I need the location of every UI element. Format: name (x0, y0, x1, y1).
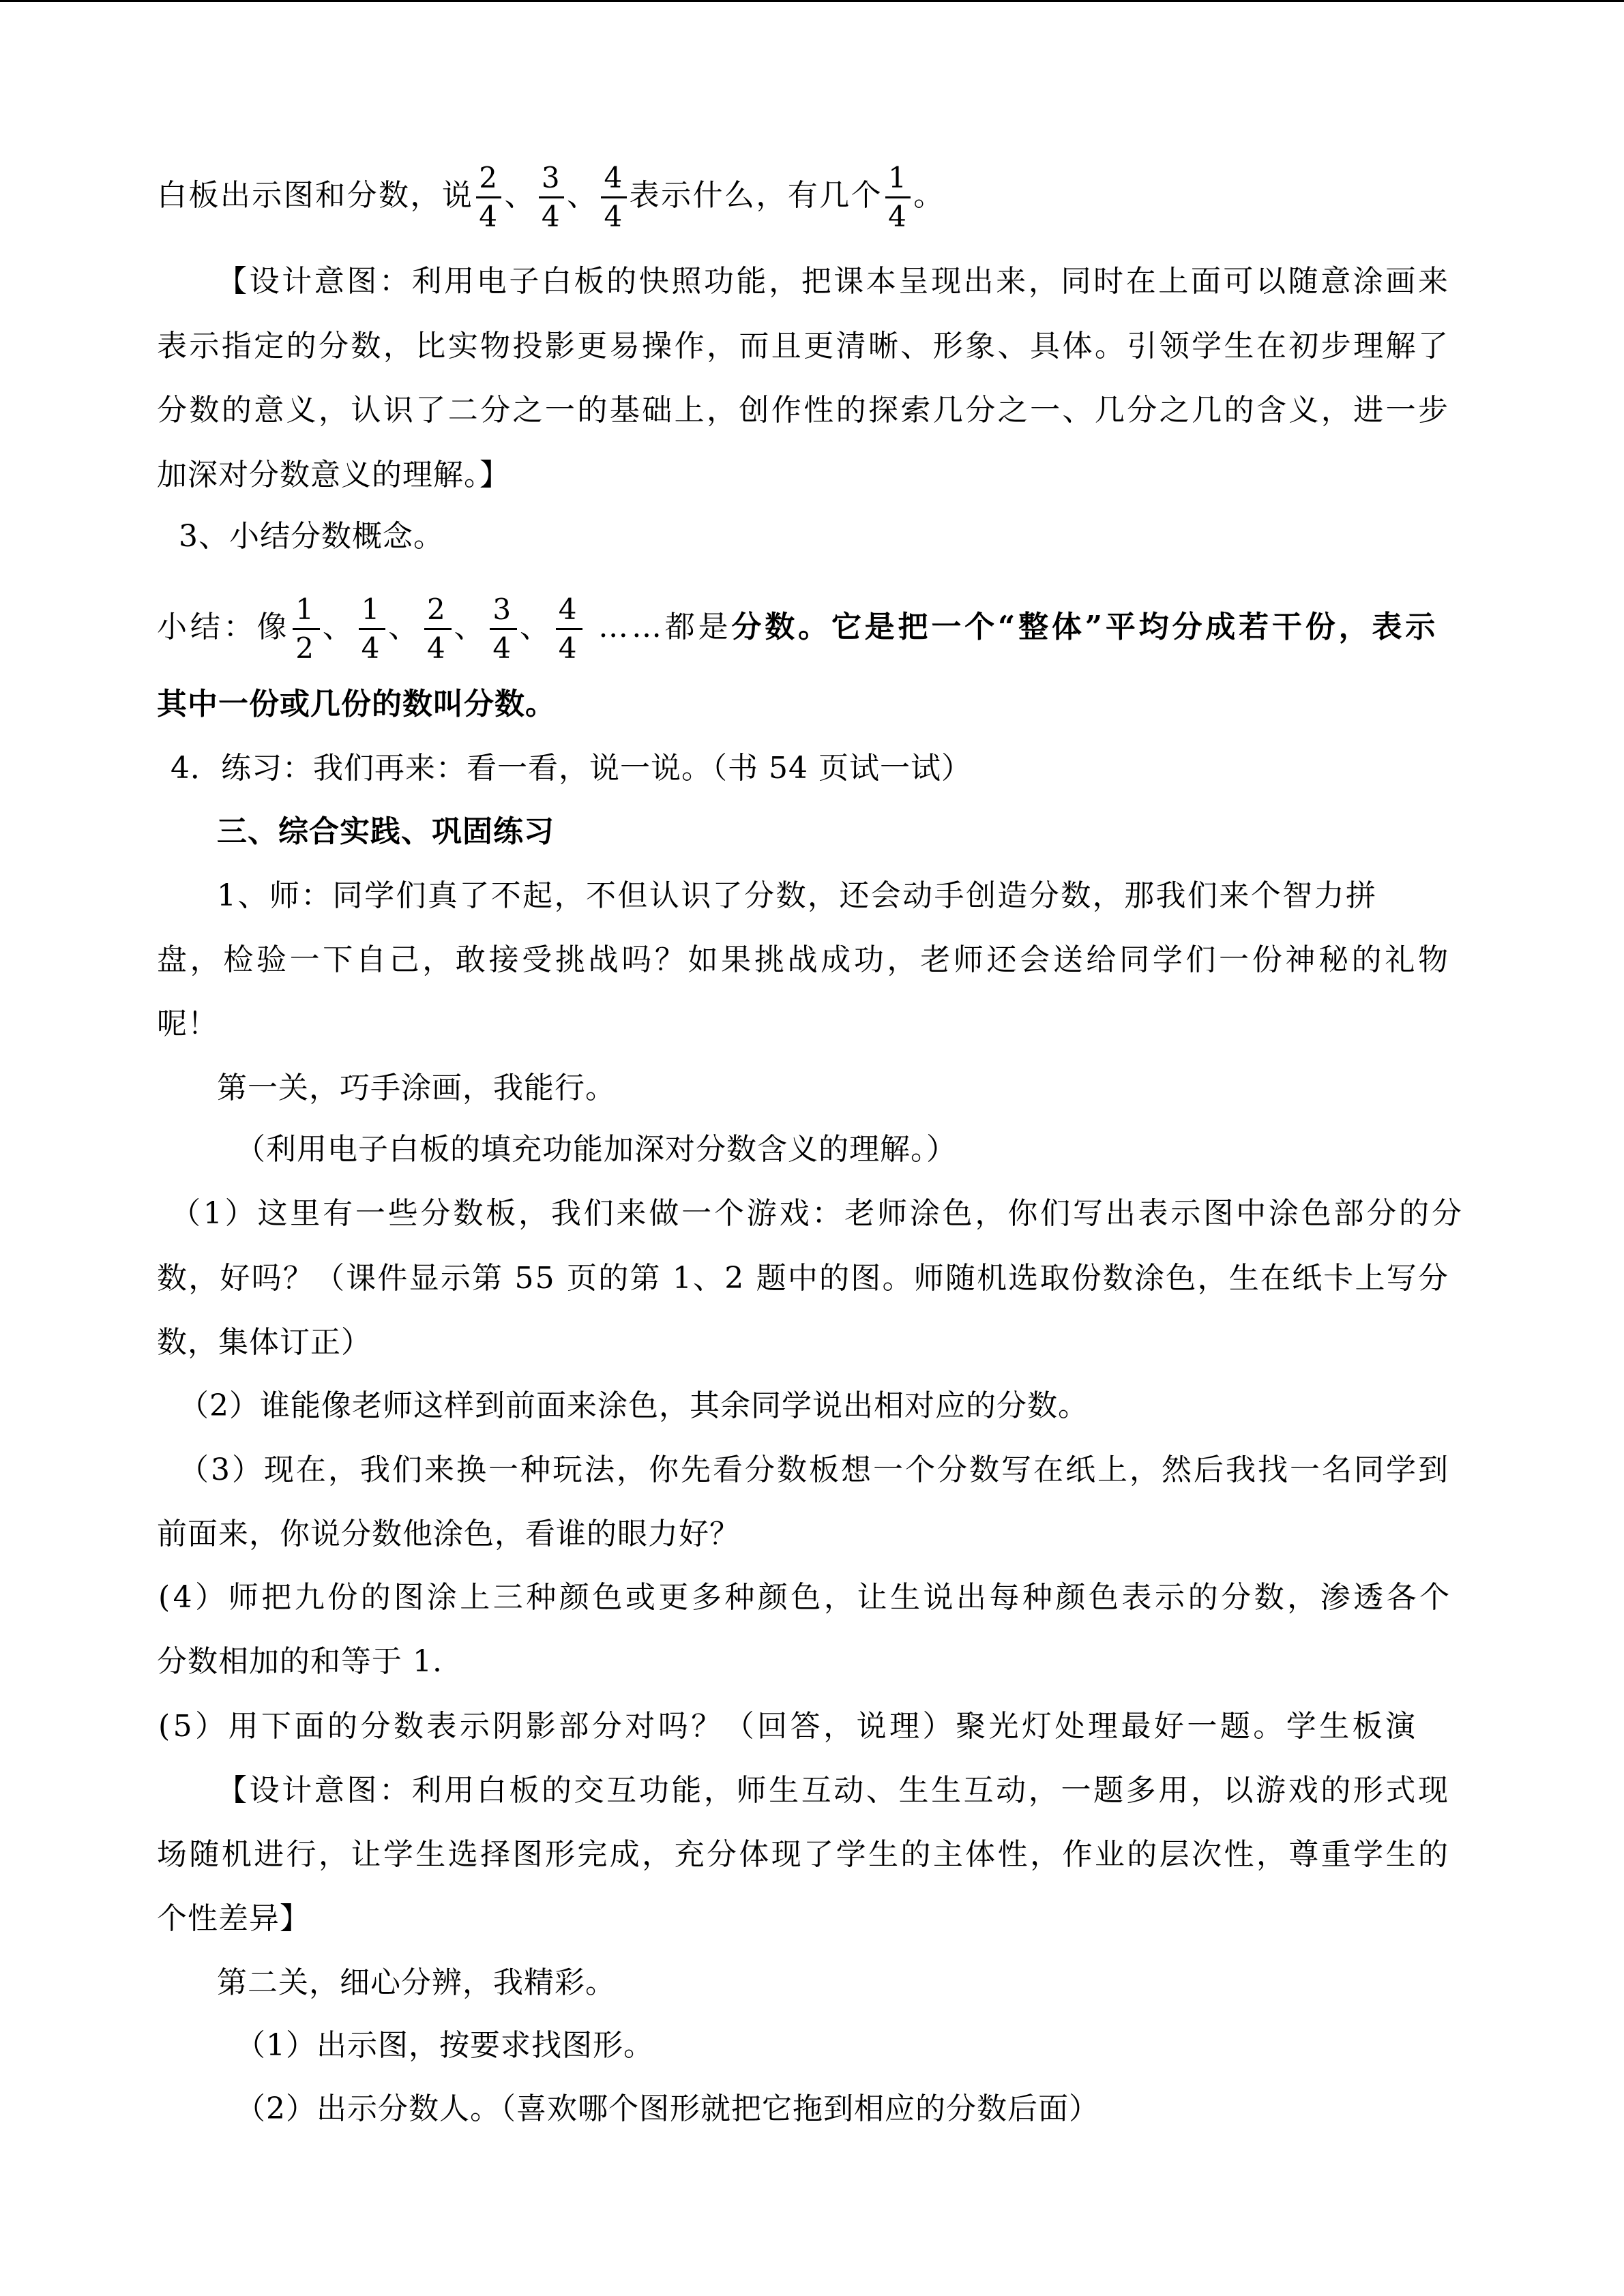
text-line-20 (179, 1450, 1450, 1491)
text-line-16 (171, 1193, 1464, 1234)
fraction (476, 161, 501, 233)
text-line-15 (235, 1129, 957, 1170)
text-run: 、 (519, 610, 553, 644)
numerator: 1 (359, 595, 386, 630)
numerator: 3 (539, 164, 564, 198)
bold-text: 其中一份或几份的数叫分数。 (157, 687, 556, 721)
denominator: 4 (604, 200, 624, 233)
denominator: 4 (479, 200, 499, 233)
fraction (490, 595, 517, 663)
denominator: 4 (558, 631, 580, 665)
text-line-3 (157, 326, 1450, 367)
text-run: 场随机进行，让学生选择图形完成，充分体现了学生的主体性，作业的层次性，尊重学生的 (157, 1837, 1451, 1872)
text-run: 【设计意图：利用白板的交互功能，师生互动、生生互动，一题多用，以游戏的形式现 (217, 1773, 1451, 1808)
text-run: 、 (454, 610, 488, 644)
bold-text: 三、综合实践、巩固练习 (217, 814, 555, 849)
text-run: 前面来，你说分数他涂色，看谁的眼力好？ (157, 1517, 740, 1551)
text-line-28 (217, 1963, 616, 2003)
numerator: 1 (293, 595, 320, 630)
denominator: 2 (295, 631, 317, 665)
text-run: （2）出示分数人。（喜欢哪个图形就把它拖到相应的分数后面） (235, 2091, 1099, 2126)
text-run: 4．练习：我们再来：看一看，说一说。（书 54 页试一试） (171, 751, 972, 786)
text-run: ……都是 (585, 610, 732, 644)
text-line-13 (157, 1004, 218, 1045)
denominator: 4 (888, 200, 909, 233)
fraction (293, 595, 320, 663)
text-run: 3、小结分数概念。 (179, 519, 444, 554)
text-run: (4）师把九份的图涂上三种颜色或更多种颜色，让生说出每种颜色表示的分数，渗透各个 (158, 1580, 1453, 1615)
text-line-6 (179, 516, 444, 557)
text-line-4 (157, 390, 1450, 431)
text-line-29 (235, 2025, 654, 2066)
text-line-5 (157, 455, 510, 496)
text-run: 个性差异】 (157, 1901, 310, 1936)
text-run: 表示什么，有几个 (629, 178, 883, 213)
text-line-24 (158, 1706, 1419, 1747)
text-line-22 (158, 1577, 1453, 1618)
text-line-19 (179, 1386, 1089, 1427)
text-line-8 (157, 684, 556, 725)
text-line-30 (235, 2089, 1099, 2130)
text-run: 、 (388, 610, 422, 644)
fraction (424, 595, 452, 663)
text-run: 、 (322, 610, 356, 644)
denominator: 4 (361, 631, 383, 665)
numerator: 1 (885, 164, 911, 198)
text-run: 。 (913, 178, 945, 213)
text-run: 呢！ (157, 1007, 218, 1041)
text-line-11 (217, 876, 1377, 916)
text-run: （2）谁能像老师这样到前面来涂色，其余同学说出相对应的分数。 (179, 1388, 1089, 1423)
fraction (885, 161, 911, 233)
text-line-26 (157, 1834, 1450, 1875)
text-line-14 (217, 1068, 616, 1109)
text-run: 第一关，巧手涂画，我能行。 (217, 1071, 616, 1105)
denominator: 4 (492, 631, 514, 665)
text-run: 分数相加的和等于 1. (157, 1644, 443, 1679)
text-line-23 (157, 1641, 443, 1682)
numerator: 3 (490, 595, 517, 630)
text-run: 数，好吗？（课件显示第 55 页的第 1、2 题中的图。师随机选取份数涂色，生在纸卡上写分 (157, 1261, 1450, 1296)
text-run: （1）出示图，按要求找图形。 (235, 2028, 654, 2063)
text-run: 白板出示图和分数，说 (157, 178, 474, 213)
text-run: （1）这里有一些分数板，我们来做一个游戏：老师涂色，你们写出表示图中涂色部分的分 (171, 1196, 1464, 1231)
text-run: 表示指定的分数，比实物投影更易操作，而且更清晰、形象、具体。引领学生在初步理解了 (157, 329, 1451, 363)
text-line-18 (157, 1322, 372, 1363)
text-run: 盘，检验一下自己，敢接受挑战吗？如果挑战成功，老师还会送给同学们一份神秘的礼物 (157, 942, 1451, 977)
text-line-1 (157, 161, 945, 233)
denominator: 4 (541, 200, 562, 233)
text-line-2 (217, 261, 1451, 302)
text-run: (5）用下面的分数表示阴影部分对吗？（回答，说理）聚光灯处理最好一题。学生板演 (158, 1709, 1419, 1744)
denominator: 4 (427, 631, 449, 665)
numerator: 2 (424, 595, 452, 630)
text-line-7 (157, 595, 1438, 663)
page-top-rule (0, 0, 1624, 2)
text-run: （利用电子白板的填充功能加深对分数含义的理解。） (235, 1132, 957, 1167)
bold-text: 分数。它是把一个“整体”平均分成若干份，表示 (731, 610, 1439, 644)
fraction (539, 161, 564, 233)
numerator: 2 (476, 164, 501, 198)
text-run: 、 (504, 178, 536, 213)
text-run: （3）现在，我们来换一种玩法，你先看分数板想一个分数写在纸上，然后我找一名同学到 (179, 1452, 1450, 1487)
text-line-12 (157, 940, 1451, 981)
numerator: 4 (601, 164, 626, 198)
text-run: 【设计意图：利用电子白板的快照功能，把课本呈现出来，同时在上面可以随意涂画来 (217, 264, 1451, 299)
text-line-17 (157, 1258, 1449, 1299)
text-line-25 (217, 1770, 1451, 1811)
text-run: 加深对分数意义的理解。】 (157, 458, 510, 492)
text-line-9 (171, 748, 972, 789)
text-run: 第二关，细心分辨，我精彩。 (217, 1965, 616, 2000)
fraction (601, 161, 626, 233)
text-run: 小结：像 (157, 610, 291, 644)
text-line-10 (217, 811, 555, 852)
text-run: 分数的意义，认识了二分之一的基础上，创作性的探索几分之一、几分之几的含义，进一步 (157, 393, 1451, 428)
text-run: 1、师：同学们真了不起，不但认识了分数，还会动手创造分数，那我们来个智力拼 (217, 878, 1378, 913)
text-run: 数，集体订正） (157, 1325, 372, 1360)
fraction (359, 595, 386, 663)
text-run: 、 (567, 178, 599, 213)
numerator: 4 (556, 595, 583, 630)
text-line-21 (157, 1514, 740, 1555)
text-line-27 (157, 1898, 310, 1939)
fraction (556, 595, 583, 663)
